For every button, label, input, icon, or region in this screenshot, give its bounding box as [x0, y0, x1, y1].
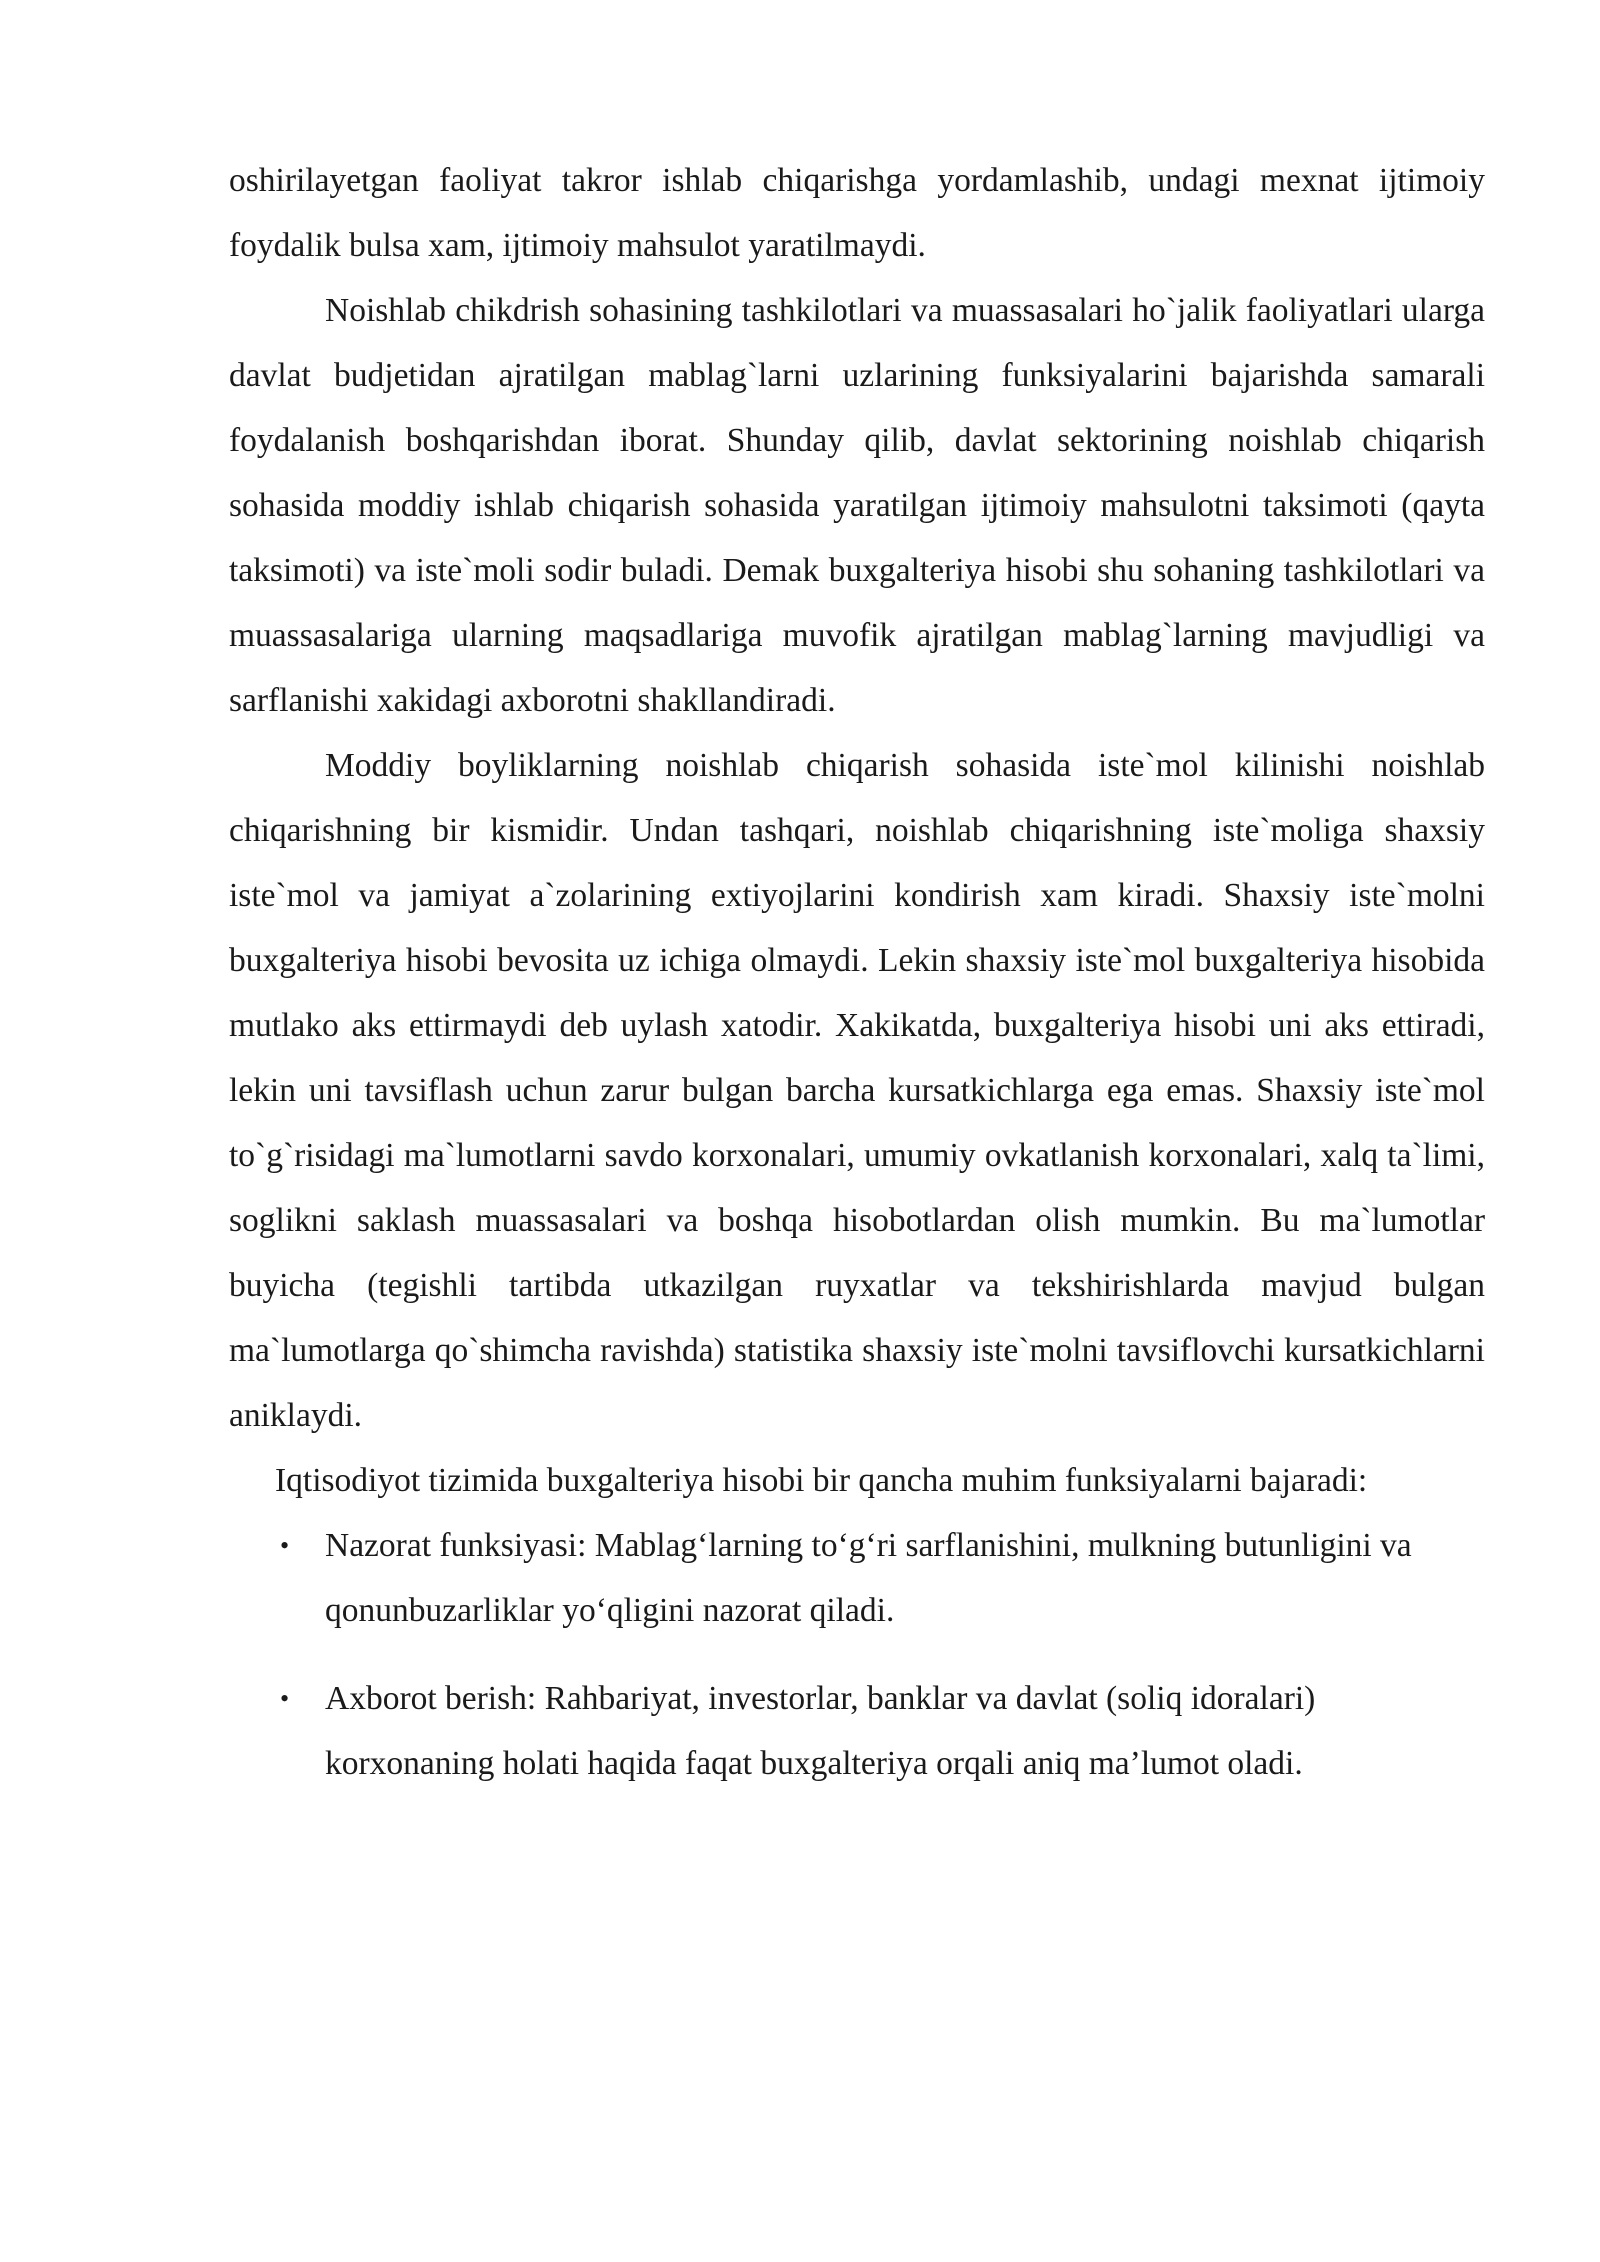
paragraph-moddiy-boyliklar: Moddiy boyliklarning noishlab chiqarish sohasida iste`mol kilinishi noishlab chiqarishning bir kismidir. Undan tashqari, noishlab chiqarishning iste`moliga shaxsiy iste`mol va jamiyat a`zolarining extiyojlarini kondirish xam kiradi. Shaxsiy iste`molni buxgalteriya hisobi bevosita uz ichiga olmaydi. Lekin shaxsiy iste`mol buxgalteriya hisobida mutlako aks ettirmaydi deb uylash xatodir. Xakikatda, buxgalteriya hisobi uni aks ettiradi, lekin uni tavsiflash uchun zarur bulgan barcha kursatkichlarga ega emas. Shaxsiy iste`mol to`g`risidagi ma`lumotlarni savdo korxonalari, umumiy ovkatlanish korxonalari, xalq ta`limi, soglikni saklash muassasalari va boshqa hisobotlardan olish mumkin. Bu ma`lumotlar buyicha (tegishli tartibda utkazilgan ruyxatlar va tekshirishlarda mavjud bulgan ma`lumotlarga qo`shimcha ravishda) statistika shaxsiy iste`molni tavsiflovchi kursatkichlarni aniklaydi.: [229, 747, 1485, 1434]
paragraph-funksiyalar-intro: Iqtisodiyot tizimida buxgalteriya hisobi bir qancha muhim funksiyalarni bajaradi:: [275, 1462, 1368, 1499]
list-item-nazorat: [229, 1513, 1485, 1643]
bullet-icon: •: [280, 1531, 290, 1560]
list-item-text: Axborot berish: Rahbariyat, investorlar, banklar va davlat (soliq idoralari) korxonaning holati haqida faqat buxgalteriya orqali aniq ma’lumot oladi.: [325, 1680, 1316, 1782]
paragraph-continuation: oshirilayetgan faoliyat takror ishlab chiqarishga yordamlashib, undagi mexnat ijtimoiy foydalik bulsa xam, ijtimoiy mahsulot yaratilmaydi.: [229, 162, 1485, 264]
list-item-text: Nazorat funksiyasi: Mablag‘larning to‘g‘ri sarflanishini, mulkning butunligini va qonunbuzarliklar yo‘qligini nazorat qiladi.: [325, 1527, 1412, 1629]
functions-list: [229, 1513, 1485, 1796]
list-item-axborot: [229, 1666, 1485, 1796]
bullet-icon: •: [280, 1684, 290, 1713]
body-text: [229, 148, 1485, 1819]
paragraph-noishlab-sohasi: Noishlab chikdrish sohasining tashkilotlari va muassasalari ho`jalik faoliyatlari ularga davlat budjetidan ajratilgan mablag`larni uzlarining funksiyalarini bajarishda samarali foydalanish boshqarishdan iborat. Shunday qilib, davlat sektorining noishlab chiqarish sohasida moddiy ishlab chiqarish sohasida yaratilgan ijtimoiy mahsulotni taksimoti (qayta taksimoti) va iste`moli sodir buladi. Demak buxgalteriya hisobi shu sohaning tashkilotlari va muassasalariga ularning maqsadlariga muvofik ajratilgan mablag`larning mavjudligi va sarflanishi xakidagi axborotni shakllandiradi.: [229, 292, 1485, 719]
